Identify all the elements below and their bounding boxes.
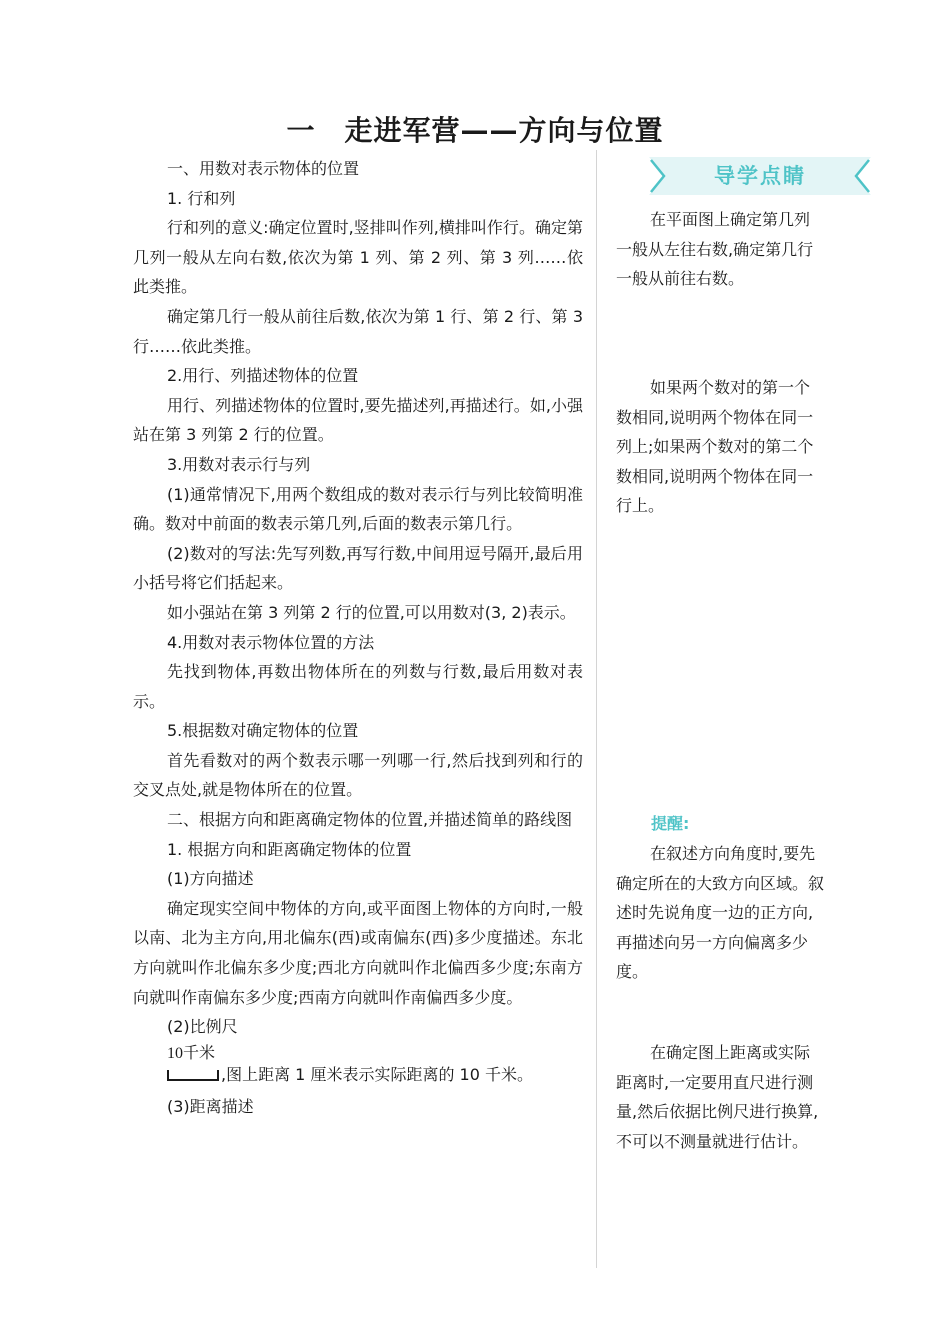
body-paragraph: 用行、列描述物体的位置时,要先描述列,再描述行。如,小强站在第 3 列第 2 行的位置。	[133, 395, 583, 445]
reminder-title: 提醒:	[651, 814, 690, 833]
body-paragraph: 如小强站在第 3 列第 2 行的位置,可以用数对(3, 2)表示。	[167, 602, 576, 622]
column-divider	[596, 150, 597, 1268]
subsection-heading: 5.根据数对确定物体的位置	[167, 721, 359, 741]
side-note-text: 如果两个数对的第一个数相同,说明两个物体在同一列上;如果两个数对的第二个数相同,说明两个物体在同一行上。	[616, 378, 814, 516]
guide-banner	[649, 157, 871, 195]
subsection-heading: 4.用数对表示物体位置的方法	[167, 632, 375, 652]
subsection-heading: 1. 根据方向和距离确定物体的位置	[167, 839, 412, 859]
scale-line	[167, 1064, 583, 1086]
main-content	[133, 154, 583, 1121]
scale-text: ,图上距离 1 厘米表示实际距离的 10 千米。	[221, 1064, 533, 1084]
section-heading: 一、用数对表示物体的位置	[167, 159, 360, 178]
body-paragraph: (1)通常情况下,用两个数组成的数对表示行与列比较简明准确。数对中前面的数表示第几列,后面的数表示第几行。	[133, 484, 583, 534]
body-paragraph: (2)数对的写法:先写列数,再写行数,中间用逗号隔开,最后用小括号将它们括起来。	[133, 543, 583, 593]
side-note	[616, 1038, 824, 1156]
side-note	[616, 373, 824, 521]
side-note-text: 在平面图上确定第几列一般从左往右数,确定第几行一般从前往右数。	[616, 210, 814, 289]
side-note	[616, 205, 824, 294]
scale-caption: 10千米	[167, 1044, 216, 1062]
subsection-heading: 2.用行、列描述物体的位置	[167, 366, 359, 386]
subsection-heading: (3)距离描述	[167, 1096, 254, 1116]
body-paragraph: 首先看数对的两个数表示哪一列哪一行,然后找到列和行的交叉点处,就是物体所在的位置。	[133, 750, 583, 800]
page-title: 一 走进军营——方向与位置	[286, 114, 664, 147]
subsection-heading: (2)比例尺	[167, 1017, 238, 1037]
side-note	[616, 839, 824, 987]
banner-title: 导学点睛	[714, 164, 806, 188]
section-heading: 二、根据方向和距离确定物体的位置,并描述简单的路线图	[167, 810, 573, 830]
body-paragraph: 确定现实空间中物体的方向,或平面图上物体的方向时,一般以南、北为主方向,用北偏东(西)或南偏东(西)多少度描述。东北方向就叫作北偏东多少度;西北方向就叫作北偏西多少度;东南方向就叫作南偏东多少度;西南方向就叫作南偏西多少度。	[133, 898, 583, 1007]
subsection-heading: (1)方向描述	[167, 869, 254, 889]
side-note-text: 在叙述方向角度时,要先确定所在的大致方向区域。叙述时先说角度一边的正方向,再描述向另一方向偏离多少度。	[616, 844, 825, 982]
subsection-heading: 1. 行和列	[167, 188, 236, 208]
body-paragraph: 行和列的意义:确定位置时,竖排叫作列,横排叫作行。确定第几列一般从左向右数,依次为第 1 列、第 2 列、第 3 列……依此类推。	[133, 218, 583, 297]
scale-bar-icon	[167, 1070, 219, 1081]
body-paragraph: 确定第几行一般从前往后数,依次为第 1 行、第 2 行、第 3 行……依此类推。	[133, 306, 583, 356]
side-note-text: 在确定图上距离或实际距离时,一定要用直尺进行测量,然后依据比例尺进行换算,不可以不测量就进行估计。	[616, 1043, 819, 1151]
body-paragraph: 先找到物体,再数出物体所在的列数与行数,最后用数对表示。	[133, 662, 583, 711]
subsection-heading: 3.用数对表示行与列	[167, 454, 311, 474]
